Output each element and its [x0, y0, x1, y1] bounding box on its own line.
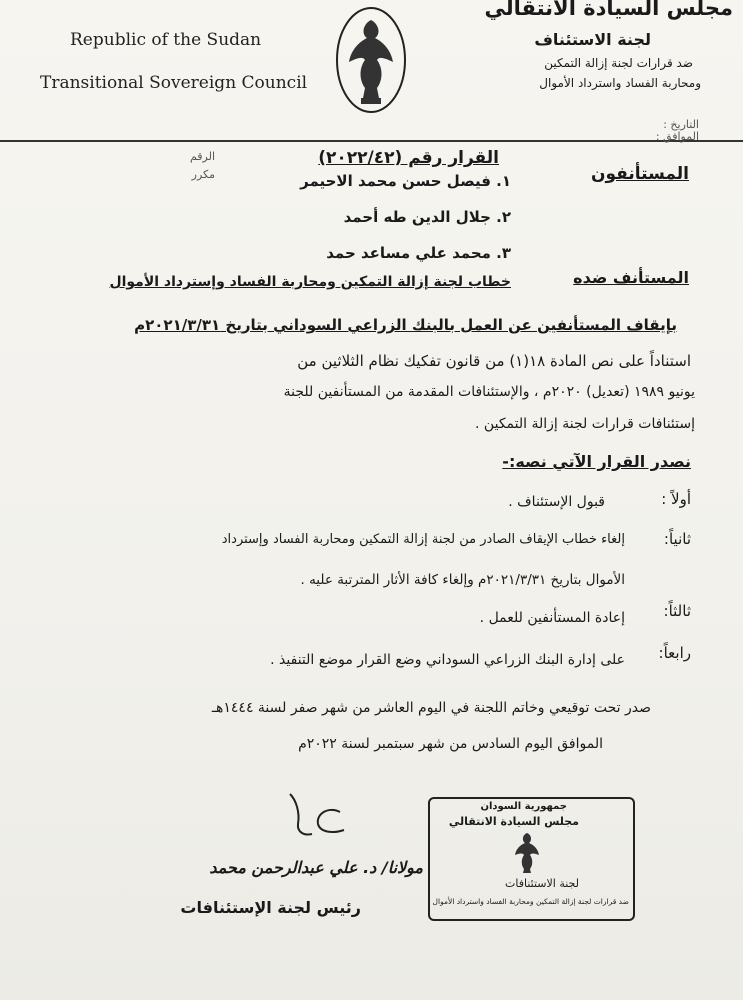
item-second-label: ثانياً: — [663, 530, 691, 548]
secretary-bird-emblem-icon — [333, 4, 409, 116]
item-third-text: إعادة المستأنفين للعمل . — [479, 610, 625, 626]
repeat-field-label: مكرر — [191, 168, 215, 181]
header-ar-committee: لجنة الاستئناف — [534, 30, 651, 49]
appellant-2: ٢. جلال الدين طه أحمد — [343, 208, 511, 226]
stamp-line-1: جمهورية السودان — [480, 801, 567, 812]
header-en-council: Transitional Sovereign Council — [40, 73, 308, 93]
appellant-3: ٣. محمد علي مساعد حمد — [326, 244, 511, 262]
decision-title: القرار رقم (٢٠٢٢/٤٢) — [318, 148, 499, 168]
appellants-label: المستأنفون — [590, 164, 689, 184]
item-first-label: أولاً : — [661, 490, 691, 508]
handwritten-signature — [282, 790, 352, 850]
issued-heading: نصدر القرار الآتي نصه:- — [502, 452, 691, 471]
header-ar-line4: ومحاربة الفساد واسترداد الأموال — [539, 76, 701, 90]
issued-line-2: الموافق اليوم السادس من شهر سبتمبر لسنة ٢٠٢٢م — [298, 736, 603, 752]
item-fourth-label: رابعاً: — [658, 644, 691, 662]
header-ar-council: مجلس السيادة الانتقالي — [484, 0, 733, 20]
number-field-label: الرقم — [189, 150, 215, 163]
agreed-date-field-label: الموافق : — [655, 130, 699, 143]
appellant-1: ١. فيصل حسن محمد الاحيمر — [300, 172, 511, 190]
stamp-line-2: مجلس السيادة الانتقالي — [448, 815, 579, 828]
body-paragraph-line-3: إستئنافات قرارات لجنة إزالة التمكين . — [475, 416, 695, 432]
respondent-label: المستأنف ضده — [573, 268, 689, 287]
official-stamp — [428, 797, 635, 921]
stamp-emblem-icon — [510, 831, 544, 875]
stamp-line-4: ضد قرارات لجنة إزالة التمكين ومحاربة الفساد واسترداد الأموال — [432, 897, 629, 906]
item-fourth-text: على إدارة البنك الزراعي السوداني وضع القرار موضع التنفيذ . — [270, 652, 625, 668]
decision-subject: بإيقاف المستأنفين عن العمل بالبنك الزراعي السوداني بتاريخ ٢٠٢١/٣/٣١م — [134, 316, 677, 334]
item-second-text-line-2: الأموال بتاريخ ٢٠٢١/٣/٣١م وإلغاء كافة الأثار المترتبة عليه . — [300, 572, 625, 588]
respondent-text: خطاب لجنة إزالة التمكين ومحاربة الفساد وإسترداد الأموال — [109, 274, 511, 290]
issued-line-1: صدر تحت توقيعي وخاتم اللجنة في اليوم العاشر من شهر صفر لسنة ١٤٤٤هـ — [211, 700, 651, 716]
signatory-role: رئيس لجنة الإستئنافات — [180, 898, 361, 917]
signatory-name: مولانا/ د. علي عبدالرحمن محمد — [209, 858, 423, 877]
item-first-text: قبول الإستئناف . — [508, 494, 605, 510]
header-ar-line3: ضد قرارات لجنة إزالة التمكين — [544, 56, 693, 70]
date-field-label: التاريخ : — [663, 118, 699, 131]
header-en-country: Republic of the Sudan — [70, 30, 262, 50]
item-third-label: ثالثاً: — [663, 602, 691, 620]
body-paragraph-line-1: استناداً على نص المادة ١٨(١) من قانون تفكيك نظام الثلاثين من — [297, 352, 691, 370]
item-second-text-line-1: إلغاء خطاب الإيقاف الصادر من لجنة إزالة التمكين ومحاربة الفساد وإسترداد — [221, 532, 625, 547]
body-paragraph-line-2: يونيو ١٩٨٩ (تعديل) ٢٠٢٠م ، والإستئنافات المقدمة من المستأنفين للجنة — [283, 384, 695, 400]
header-divider — [0, 140, 743, 142]
stamp-line-3: لجنة الاستئنافات — [505, 877, 579, 890]
